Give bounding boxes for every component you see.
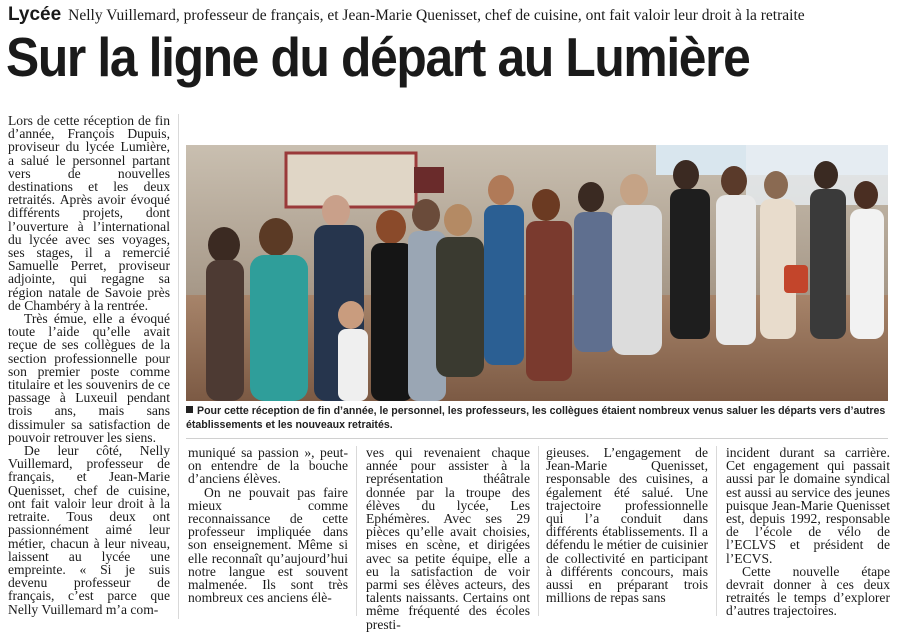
caption-text: Pour cette réception de fin d’année, le personnel, les professeurs, les collègues étaient nombreux venus saluer les départs vers d’autres établissements et les nouveaux retraités. xyxy=(186,405,886,431)
paragraph: Lors de cette réception de fin d’année, François Dupuis, proviseur du lycée Lumière, a salué le personnel partant vers de nouvelles destinations et les deux retraités. Après avoir évoqué différents projets, dont l’ouverture à l’international du lycée avec ses voyages, ses stages, il a remercié Samuelle Perret, proviseur adjointe, qui regagne sa région natale de Savoie près de Chambéry à la rentrée. xyxy=(8,113,170,313)
article-column-3 xyxy=(366,445,530,632)
article-photo xyxy=(186,145,888,401)
rubric-label: Lycée xyxy=(8,4,62,25)
article-column-4 xyxy=(546,446,708,616)
photo-caption xyxy=(186,404,888,432)
article-column-1 xyxy=(8,114,170,619)
paragraph: Cette nouvelle étape devrait donner à ces deux retraités le temps d’explorer d’autres trajectoires. xyxy=(726,563,890,619)
article-column-2 xyxy=(188,446,348,616)
column-divider xyxy=(178,114,179,619)
kicker-line xyxy=(8,6,894,25)
column-divider xyxy=(538,446,539,616)
paragraph: muniqué sa passion », peut-on entendre de la bouche d’anciens élèves. xyxy=(188,445,348,487)
caption-square-icon xyxy=(186,406,193,413)
paragraph: ves qui revenaient chaque année pour assister à la représentation théâtrale donnée par la troupe des élèves du lycée, Les Ephémères. Avec ses 29 pièces qu’elle avait choisies, mises en scène, et dirigées avec sa petite équipe, elle a eu la satisfaction de voir parmi ses élèves acteurs, des talents naissants. Certains ont même fréquenté des écoles presti- xyxy=(366,445,530,632)
column-divider xyxy=(716,446,717,616)
article-column-5 xyxy=(726,445,890,619)
paragraph: De leur côté, Nelly Vuillemard, professeur de français, et Jean-Marie Quenisset, chef de cuisine, ont fait valoir leur droit à la retraite. Tous deux ont passionnément aimé leur métier, chacun à leur niveau, laissent au lycée une empreinte. « Si je suis devenu professeur de français, c’est parce que Nelly Vuillemard m’a com- xyxy=(8,443,170,617)
deck-text: Nelly Vuillemard, professeur de français, et Jean-Marie Quenisset, chef de cuisine, ont fait valoir leur droit à la retraite xyxy=(68,7,805,24)
caption-divider xyxy=(186,438,888,439)
headline: Sur la ligne du départ au Lumière xyxy=(6,26,750,88)
paragraph: incident durant sa carrière. Cet engagement qui passait aussi par le domaine syndical est aussi au service des jeunes puisque Jean-Marie Quenisset est, depuis 1992, responsable de l’école de vélo de l’ECLVS et président de l’ECVS. xyxy=(726,445,890,566)
paragraph: gieuses. L’engagement de Jean-Marie Quenisset, responsable des cuisines, a également été salué. Une trajectoire professionnelle qui l’a conduit dans différents établissements. Il a défendu le métier de cuisinier de collectivité en participant à différents concours, mais aussi en préparant trois millions de repas sans xyxy=(546,445,708,606)
paragraph: On ne pouvait pas faire mieux comme reconnaissance de cette professeur impliquée dans son enseignement. Même si elle reconnaît qu’aujourd’hui notre langue est souvent malmenée. Ils sont très nombreux ces anciens élè- xyxy=(188,484,348,606)
column-divider xyxy=(356,446,357,616)
paragraph: Très émue, elle a évoqué toute l’aide qu’elle avait reçue de ses collègues de la section professionnelle pour son premier poste comme titulaire et les souvenirs de ce passage à Luxeuil pendant trois ans, mais sans dissimuler sa satisfaction de pouvoir retrouver les siens. xyxy=(8,311,170,445)
